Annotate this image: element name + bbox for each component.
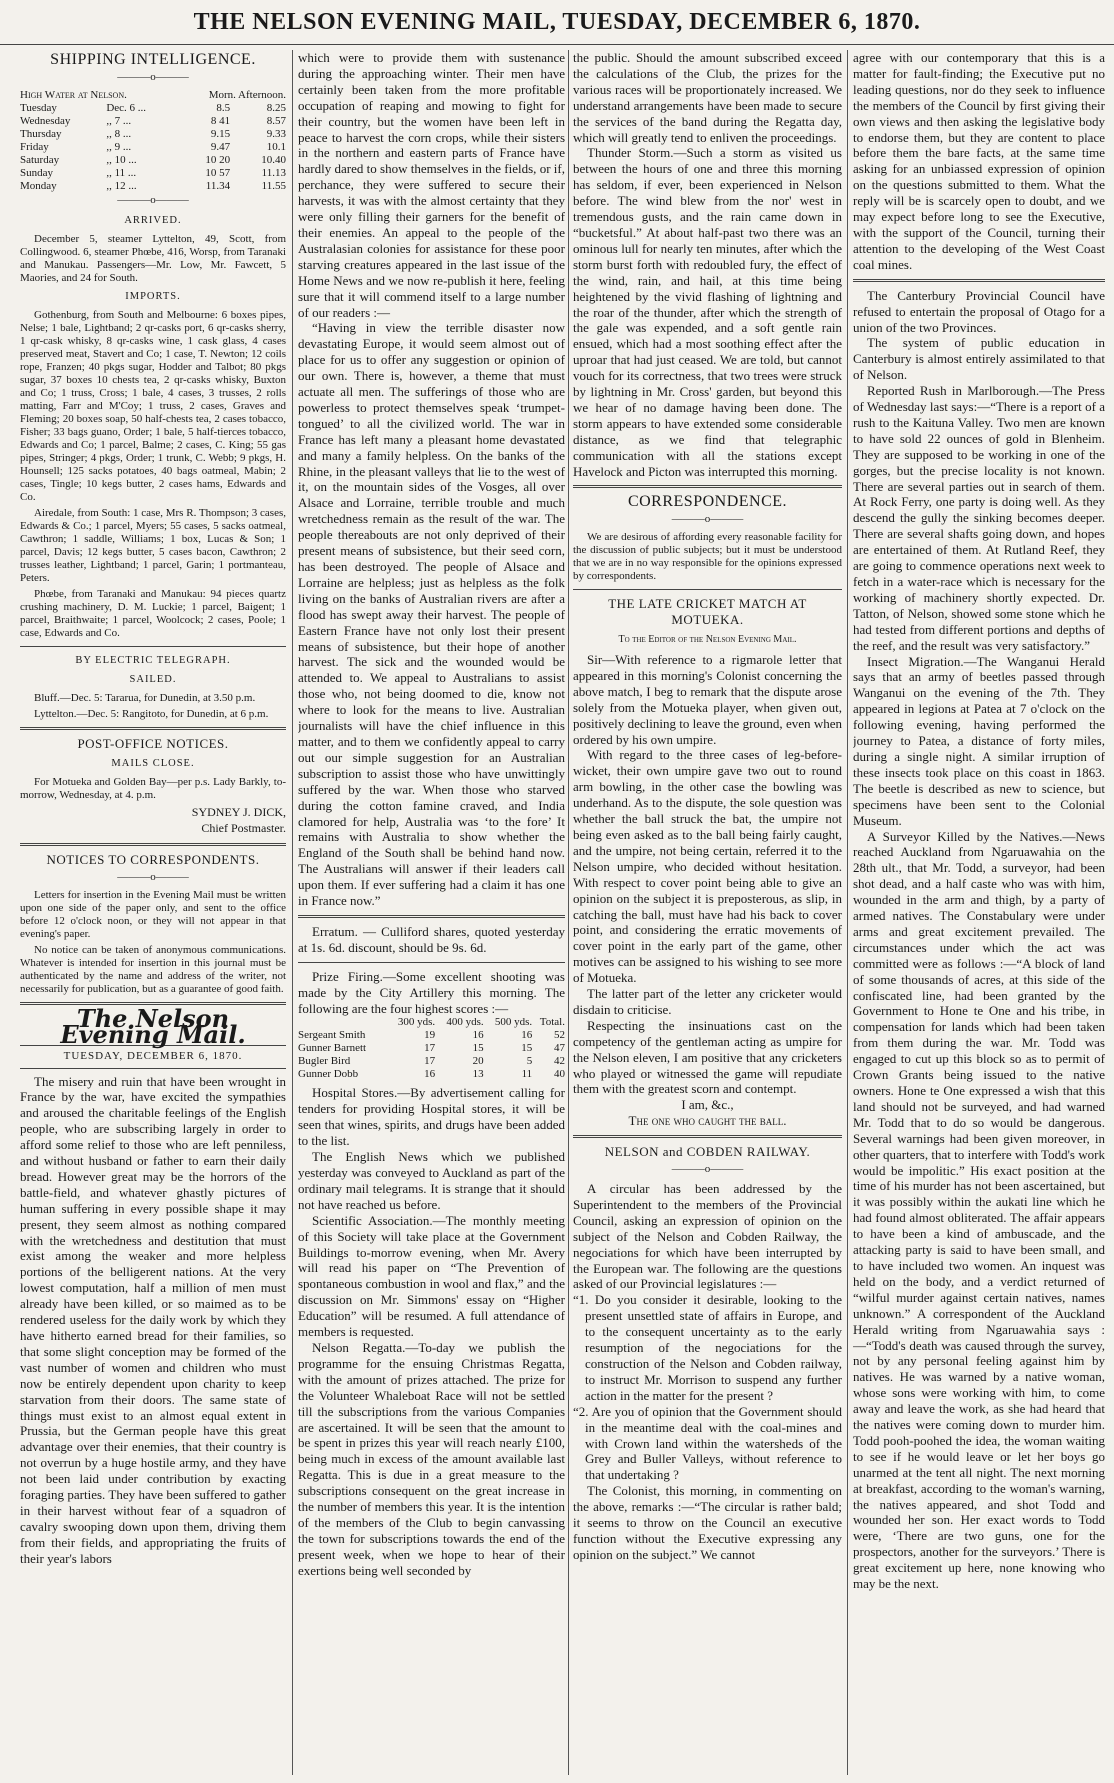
postmaster-title: Chief Postmaster.	[201, 821, 286, 836]
post-office-heading: POST-OFFICE NOTICES.	[77, 736, 229, 752]
railway-heading: NELSON and COBDEN RAILWAY.	[604, 1144, 811, 1160]
tide-row: Monday ,, 12 ... 11.34 11.55	[20, 179, 286, 192]
table-row: Gunner Barnett 17 15 15 47	[298, 1042, 565, 1055]
prize-firing-text: Prize Firing.—Some excellent shooting was made by the City Artillery this morning. The following are the four highest scores :—	[298, 968, 565, 1016]
editorial-date: TUESDAY, DECEMBER 6, 1870.	[63, 1049, 243, 1062]
railway-question: “2. Are you of opinion that the Government should in the meantime deal with the coal-mines and with Crown land within the watersheds of the Grey and Buller Valleys, without reference to that undertaking ?	[573, 1403, 842, 1483]
editorial-text: which were to provide them with sustenance during the approaching winter. Their men have certainly been taken from the more profitable occupation of reaping and mowing to fight for their country, but the women have been left in peace to harvest the corn crops, while their sisters in the northern and eastern parts of France have hardly dared to show themselves in the fields, or if, perchance, they were suffered to secure their harvests, it was with the almost certainty that they were only filling their garners for the benefit of their enemies. An appeal to the people of the Australasian colonies for assistance for these poor starving creatures appeared in the last issue of the Home News and we now re-publish it here, feeling sure that it will commend itself to a large number of our readers :—	[298, 50, 565, 320]
prize-table: 300 yds. 400 yds. 500 yds. Total. Sergeant Smith 19 16 16 52 Gunner Barnett 17 15 15 47 Bugler Bird 17 20 5 42 Gunner Dobb 16 13 11 40	[298, 1016, 565, 1081]
letter-closing: I am, &c.,	[681, 1097, 734, 1113]
tide-row: Thursday ,, 8 ... 9.15 9.33	[20, 127, 286, 140]
letter-text: With regard to the three cases of leg-before-wicket, their own umpire gave two out to round arm bowling, in the other case the bowling was underhand. As to the dispute, the sole question was whether the ball struck the bat, the umpire not being even asked as to the ball being fairly caught, and the umpire, not being certain, referred it to the Nelson umpire, who decided without hesitation. With respect to cover point being able to give an opinion on the subject it is preposterous, as slip, in catching the ball, must have had his back to cover point, and considering the erratic movements of cover point in the early part of the game, other motives can be assigned to his wishing to see more of Motueka.	[573, 747, 842, 986]
tide-row: Saturday ,, 10 ... 10 20 10.40	[20, 153, 286, 166]
notices-heading: NOTICES TO CORRESPONDENTS.	[46, 851, 260, 867]
column-rule	[847, 50, 848, 1775]
railway-text: agree with our contemporary that this is a matter for fault-finding; the Executive put no leading questions, nor do they seek to influence the members of the Council by first giving their own views and then asking the legislative body to endorse them, but they are content to place before them the bare facts, at the same time asking for an unbiassed expression of opinion on the questions submitted to them. What the reply will be is scarcely open to doubt, and we may expect before long to see the Executive, with the support of the Council, turning their attention to the developing of the West Coast coal mines.	[853, 50, 1105, 272]
tide-title: High Water at Nelson.	[20, 88, 127, 101]
canterbury-text: The Canterbury Provincial Council have refused to entertain the proposal of Otago for a union of the two Provinces.	[853, 287, 1105, 335]
tide-row: Sunday ,, 11 ... 10 57 11.13	[20, 166, 286, 179]
table-row: Gunner Dobb 16 13 11 40	[298, 1068, 565, 1081]
ornament: ———o———	[671, 513, 744, 526]
hospital-text: Hospital Stores.—By advertisement calling for tenders for providing Hospital stores, it will be seen that wines, spirits, and drugs have been added to the list.	[298, 1085, 565, 1149]
storm-text: Thunder Storm.—Such a storm as visited us between the hours of one and three this morning has seldom, if ever, been experienced in Nelson before. The wind blew from the nor' west in tremendous gusts, and the rain came down in “bucketsful.” At about half-past two there was an ominous lull for nearly ten minutes, after which the storm burst forth with redoubled fury, the effect of the wind, rain, and hail, at this time being heightened by the vivid flashing of lightning and the roar of the thunder, after which the strength of the gale was expended, and a soft gentle rain ensued, which had a most soothing effect after the uproar that had just ceased. We are told, but cannot vouch for its correctness, that two trees were struck by lightning in Mr. Cross' garden, but beyond this we hear of no damage having been done. The storm appears to have extended some considerable distance, as we find that telegraphic communication with all the stations except Havelock and Picton was interrupted this morning.	[573, 145, 842, 479]
telegraph-heading: BY ELECTRIC TELEGRAPH.	[75, 654, 231, 666]
ornament: ———o———	[117, 193, 189, 206]
erratum-text: Erratum. — Culliford shares, quoted yesterday at 1s. 6d. discount, should be 9s. 6d.	[298, 923, 565, 955]
rush-text: Reported Rush in Marlborough.—The Press of Wednesday last says:—“There is a report of a rush to the Kaituna Valley. Two men are known to have sold 22 ounces of gold in Blenheim. They are supposed to be working in one of the gorges, but the precise locality is not known. There are several parties out in search of them. At Rock Ferry, one party is doing well. As they descend the gully the sinking becomes deeper. There are several shafts going down, and hopes are entertained of them. At Rutland Reef, they are going to commence operations next week to fetch in a water-race which is necessary for the working of machinery shortly expected. Dr. Tatton, of Nelson, showed some stone which he had tested from different portions and depths of the reef, and the result was very satisfactory.”	[853, 383, 1105, 653]
arrived-heading: ARRIVED.	[124, 214, 182, 226]
ornament: ———o———	[117, 870, 189, 883]
arrived-text: December 5, steamer Lyttelton, 49, Scott, from Collingwood. 6, steamer Phœbe, 416, Worsp, from Taranaki and Manukau. Passengers—Mr. Low, Mr. Fawcett, 5 Maories, and 24 for South.	[20, 232, 286, 284]
surveyor-text: A Surveyor Killed by the Natives.—News reached Auckland from Ngaruawahia on the 28th ult., that Mr. Todd, a surveyor, had been shot dead, and a half caste who was with him, wounded in the arm and thigh, by a party of armed natives. The Constabulary were under arms and great excitement prevailed. The circumstances under which the act was committed were as follows :—“A block of land of some thousands of acres, at this side of the confiscated line, had been granted by the Government to Hone te One and his tribe, in compensation for lands which had been taken from them during the war. Mr. Todd was engaged to cut up this block so as to permit of Crown Grants being issued to the native owners. Hone te One expressed a wish that this land should not be surveyed, and had warned Mr. Todd that to do so would be dangerous. Several warnings had been given moreover, in other quarters, that to interfere with Todd's work would be impolitic.” His exact position at the time of his murder has not been ascertained, but it was possibly within the aukati line which he had found almost obliterated. The affair appears to have been a kind of ambuscade, and the attacking party is said to have been small, and to have included two women. An inquest was held on the body, and a verdict returned of “wilful murder against certain natives, names unknown.” A correspondent of the Auckland Herald writing from Ngaruawahia says :—“Todd's death was caused through the survey, not by any personal feeling against him by natives. He was warned by a native woman, whose sons were working with him, to come away and leave the work, as she had heard that the natives were coming down to murder him. Todd pooh-poohed the idea, the woman waiting to see if he would leave or let her boys go unarmed at the tent all night. The next morning at breakfast, according to the woman's warning, the natives appeared, and shot Todd and wounded her son. Her exact words to Todd were, ‘There are two guns, one for the prospectors, another for the surveyors.’ There is great excitement up here, none knowing who may be the next.	[853, 828, 1105, 1592]
imports-text: Phœbe, from Taranaki and Manukau: 94 pieces quartz crushing machinery, D. M. Luckie; 1 parcel, Baigent; 1 parcel, Braithwaite; 1 parcel, Woolcock; 2 cases, Poole; 1 case, Edwards and Co.	[20, 587, 286, 639]
railway-text: A circular has been addressed by the Superintendent to the members of the Provincial Council, asking an expression of opinion on the subject of the Nelson and Cobden Railway, the negociations for which have been interrupted by the European war. The following are the questions asked of our Provincial legislatures :—	[573, 1181, 842, 1292]
nameplate: The Nelson Evening Mail.	[60, 1003, 246, 1049]
railway-text: The Colonist, this morning, in commenting on the above, remarks :—“The circular is rather bald; it seems to throw on the Council an executive function without the Executive expressing any opinion on the subject.” We cannot	[573, 1483, 842, 1562]
masthead: THE NELSON EVENING MAIL, TUESDAY, DECEMBER 6, 1870.	[0, 0, 1114, 45]
letter-signature: The one who caught the ball.	[628, 1113, 787, 1129]
imports-text: Airedale, from South: 1 case, Mrs R. Thompson; 3 cases, Edwards & Co.; 1 parcel, Myers; 55 cases, 5 sacks oatmeal, Cawthron; 1 saddle, Williams; 1 box, Lucas & Son; 1 parcel, Davis; 12 kegs butter, 5 cases bacon, Cawthron; 2 trusses leather, Lightband; 1 parcel, Garin; 1 portmanteau, Peters.	[20, 506, 286, 584]
english-news-text: The English News which we published yesterday was conveyed to Auckland as part of the ordinary mail telegrams. It is strange that it should not have reached us before.	[298, 1149, 565, 1212]
notices-text: Letters for insertion in the Evening Mail must be written upon one side of the paper only, and sent to the office before 12 o'clock noon, or they will not appear in that evening's paper.	[20, 888, 286, 940]
tide-cols: Morn. Afternoon.	[208, 88, 286, 101]
postmaster-name: SYDNEY J. DICK,	[191, 805, 286, 820]
ornament: ———o———	[117, 70, 189, 83]
column-2	[298, 50, 565, 1775]
appeal-text: “Having in view the terrible disaster now devastating Europe, it would seem almost out of place for us to offer any suggestion or opinion of our own. There is, however, a theme that must actuate all men. The sufferings of those who are powerless to protect themselves speak ‘trumpet-tongued’ to all the civilized world. The war in France has left many a pleasant home devastated and many a family helpless. On the banks of the Rhine, in the pleasant valleys that lie to the west of it, on the mountain sides of the Vosges, all over Alsace and Lorraine, terrible trouble and much wretchedness remain as the result of the war. The people thereabouts are not only deprived of their present means of subsistence, but their seed corn, has been destroyed. The people of Alsace and Lorraine are helpless; just as helpless as the folk living on the banks of Australian rivers are after a flood has swept away their harvest. The people of Eastern France have not only lost their present means of subsistence, but their hope of another harvest. The sick and the wounded would be attended to. We appeal to Australians to assist those who, not being doomed to die, know not where to look for the means to live. Australian journalists will have the chief influence in this matter, and to them we confidently appeal to carry out our simple suggestion for an Australian subscription to assist those who have unwittingly suffered by the war. When those who starved during the cotton famine craved, and India clamored for help, Australia was ‘to the fore’ It remains with Australia to show whether the England of the South shall be behind hand now. The Australians will answer if their leaders call upon them. If ever suffering had a claim it has one in France now.”	[298, 320, 565, 909]
column-3	[573, 50, 842, 1775]
sailed-heading: SAILED.	[129, 674, 177, 686]
tide-row: Wednesday ,, 7 ... 8 41 8.57	[20, 114, 286, 127]
education-text: The system of public education in Canterbury is almost entirely assimilated to that of Nelson.	[853, 335, 1105, 383]
disclaimer-text: We are desirous of affording every reasonable facility for the discussion of public subjects; but it must be understood that we are in no way responsible for the opinions expressed by correspondents.	[573, 531, 842, 583]
letter-text: Respecting the insinuations cast on the competency of the gentleman acting as umpire for the Nelson eleven, I am positive that any cricketers who played or witnessed the game will repudiate them with the greatest scorn and contempt.	[573, 1017, 842, 1097]
table-row: Sergeant Smith 19 16 16 52	[298, 1029, 565, 1042]
correspondence-heading: CORRESPONDENCE.	[627, 493, 788, 511]
imports-heading: IMPORTS.	[125, 290, 181, 302]
ornament: ———o———	[671, 1163, 744, 1176]
regatta-text: the public. Should the amount subscribed exceed the calculations of the Club, the prizes for the various races will be proportionately increased. We understand arrangements have been made to secure the services of the band during the Regatta day, which will greatly tend to enliven the proceedings.	[573, 50, 842, 145]
column-4	[853, 50, 1105, 1775]
sailed-text: Bluff.—Dec. 5: Tararua, for Dunedin, at 3.50 p.m.	[34, 692, 256, 705]
imports-text: Gothenburg, from South and Melbourne: 6 boxes pipes, Nelse; 1 bale, Lightband; 2 qr-casks port, 6 qr-casks sherry, 1 qr-cask whisky, 8 qr-casks wine, 1 cask glass, 4 cases preserved meat, Stavert and Co; 1 case, T. Newton; 12 coils rope, Franzen; 40 pkgs sugar, Hodder and Talbot; 80 pkgs sugar, 37 boxes 10 chests tea, 2 qr-casks whisky, Buxton and Co; 1 truss, Cross; 1 bale, 4 cases, 3 trusses, 2 rolls matting, Farr and M'Coy; 1 truss, 2 cases, Graves and Fleming; 20 boxes soap, 50 half-chests tea, 2 cases tobacco, Fisher; 33 bags guano, Order; 1 bale, 5 half-tierces tobacco, Edwards and Co; 1 parcel, Balme; 2 cases, C. King; 55 gas pipes, Stringer; 4 pkgs, Order; 1 trunk, C. Webb; 9 pkgs, H. Hounsell; 125 sacks potatoes, 40 bags oatmeal, Mabin; 2 cases, Tingle; 10 kegs butter, 2 cases hams, Edwards and Co.	[20, 308, 286, 503]
letter-text: Sir—With reference to a rigmarole letter that appeared in this morning's Colonist concerning the above match, I beg to remark that the dispute arose solely from the Motueka player, when given out, positively declining to leave the ground, even when ordered by his own umpire.	[573, 652, 842, 747]
editor-address: To the Editor of the Nelson Evening Mail.	[618, 634, 797, 646]
cricket-heading: THE LATE CRICKET MATCH AT MOTUEKA.	[608, 596, 807, 628]
column-1	[20, 50, 286, 1775]
post-office-text: For Motueka and Golden Bay—per p.s. Lady Barkly, to-morrow, Wednesday, at 4. p.m.	[20, 776, 286, 802]
sailed-text: Lyttelton.—Dec. 5: Rangitoto, for Dunedin, at 6 p.m.	[34, 708, 269, 721]
tide-table	[20, 89, 286, 193]
editorial-text: The misery and ruin that have been wrought in France by the war, have excited the sympathies and aroused the charitable feelings of the English people, who are subscribing largely in order to afford some relief to those who are left penniless, and without husband or father to earn their daily bread. However great may be the horrors of the battle-field, and whatever ghastly pictures of human suffering in every possible shape it may present, they seem almost as nothing compared with the wretchedness and destitution that must exist among the weaker and more helpless portions of the belligerent nations. At the very lowest computation, half a million of men must already have been killed, or so maimed as to be rendered useless for the daily work by which they have hitherto earned bread for their families, so that some slight conception may be formed of the vast number of women and children who must now be entirely dependent upon charity to keep starvation from their doors. The same state of things must exist to an almost equal extent in Prussia, but the German people have this great advantage over their enemies, that their country is not overrun by a huge hostile army, and they have not been laid under contribution by exacting foraging parties. They have been suffered to gather in their harvest without fear of a squadron of cavalry swooping down upon them, driving them from their fields, and appropriating the fruits of their year's labors	[20, 1073, 286, 1566]
tide-row: Tuesday Dec. 6 ... 8.5 8.25	[20, 101, 286, 114]
scientific-text: Scientific Association.—The monthly meeting of this Society will take place at the Government Buildings to-morrow evening, when Mr. Avery will read his paper on “The Prevention of spontaneous combustion in wool and flax,” and the discussion on Mr. Simmons' essay on “Higher Education” will be resumed. A full attendance of members is requested.	[298, 1212, 565, 1340]
railway-question: “1. Do you consider it desirable, looking to the present unsettled state of affairs in Europe, and to the consequent uncertainty as to the early resumption of the negociations for the construction of the Nelson and Cobden railway, to instruct Mr. Morrison to suspend any further action in the matter for the present ?	[573, 1292, 842, 1403]
column-rule	[292, 50, 293, 1775]
notices-text: No notice can be taken of anonymous communications. Whatever is intended for insertion in this journal must be authenticated by the name and address of the writer, not necessarily for publication, but as a guarantee of good faith.	[20, 943, 286, 995]
column-rule	[568, 50, 569, 1775]
mails-close-heading: MAILS CLOSE.	[111, 758, 195, 770]
table-row: Bugler Bird 17 20 5 42	[298, 1055, 565, 1068]
insect-text: Insect Migration.—The Wanganui Herald says that an army of beetles passed through Wanganui on the evening of the 7th. They appeared in legions at Patea at 7 o'clock on the following evening, having performed the journey to Patea, a distance of forty miles, during a single night. A similar irruption of these insects took place on this coast in 1863. The beetle is described as new to science, but specimens have been sent to the Colonial Museum.	[853, 653, 1105, 828]
letter-text: The latter part of the letter any cricketer would disdain to criticise.	[573, 986, 842, 1017]
tide-row: Friday ,, 9 ... 9.47 10.1	[20, 140, 286, 153]
shipping-heading: SHIPPING INTELLIGENCE.	[50, 51, 256, 68]
regatta-text: Nelson Regatta.—To-day we publish the programme for the ensuing Christmas Regatta, with the amount of prizes attached. The prize for the Volunteer Whaleboat Race will not be settled till the subscriptions from the various Companies are ascertained. It will be seen that the amount to be spent in prizes this year will reach nearly £100, being much in excess of the amount available last Regatta. This is due in a great measure to the subscriptions consequent on the great increase in the number of members this year. It is the intention of the members of the Club to begin canvassing the town for subscriptions towards the end of the present week, when we hope to hear of their exertions being well seconded by	[298, 1339, 565, 1578]
